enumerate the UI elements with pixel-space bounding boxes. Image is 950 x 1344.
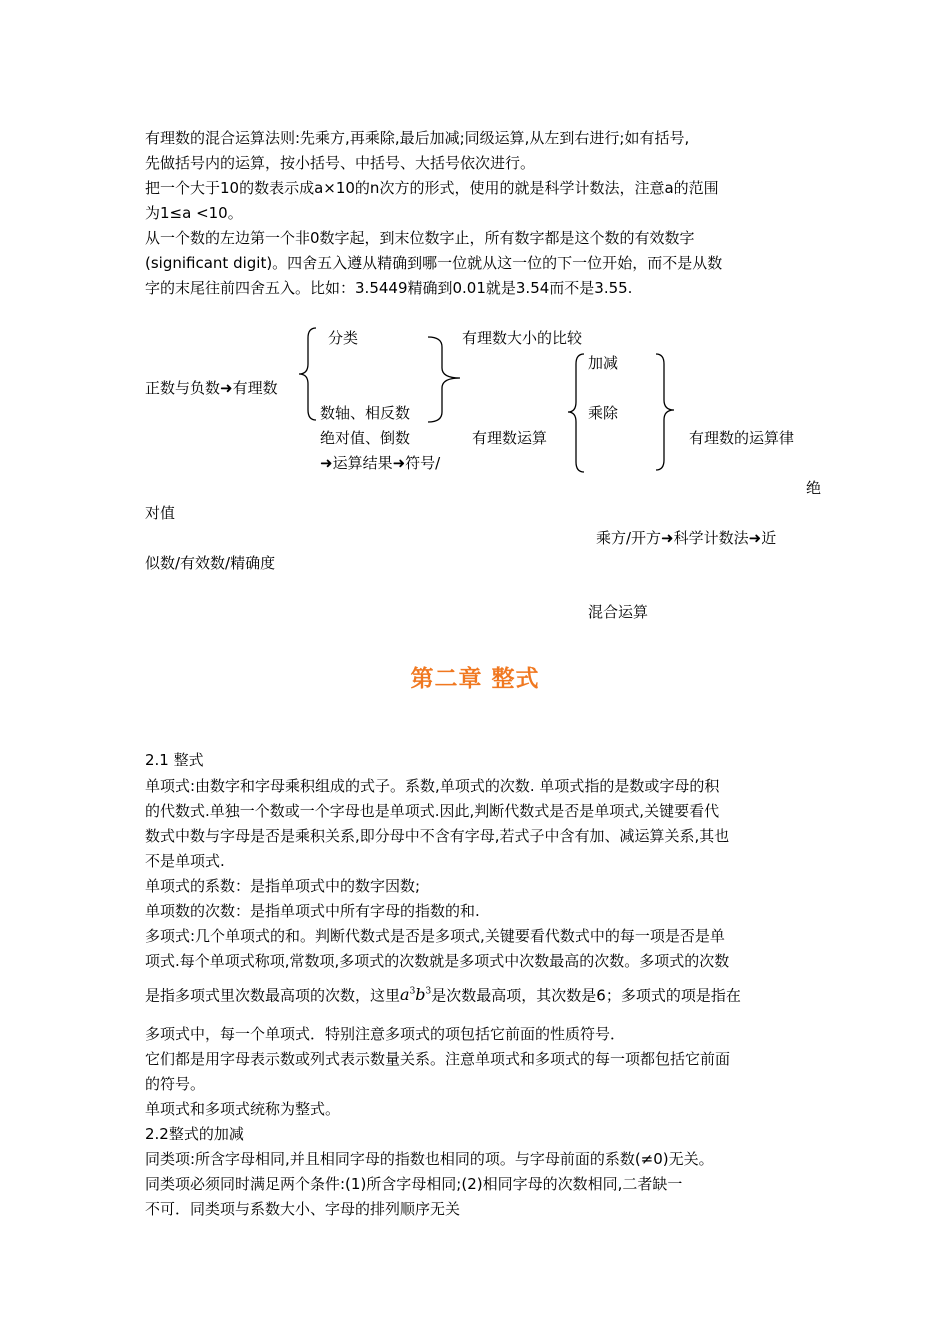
formula-a: a bbox=[400, 985, 410, 1005]
diagram-node-add-sub: 加减 bbox=[588, 354, 619, 372]
formula-a-exp: 3 bbox=[409, 987, 416, 997]
body-line: 它们都是用字母表示数或列式表示数量关系。注意单项式和多项式的每一项都包括它前面 bbox=[145, 1050, 731, 1068]
body-line: 单项数的次数：是指单项式中所有字母的指数的和. bbox=[145, 902, 480, 920]
diagram-node-root: 正数与负数➜有理数 bbox=[145, 379, 278, 397]
body-line: 的代数式.单独一个数或一个字母也是单项式.因此,判断代数式是否是单项式,关键要看代 bbox=[145, 802, 720, 820]
formula-b: b bbox=[415, 985, 426, 1005]
diagram-node-result-sign: ➜运算结果➜符号/ bbox=[320, 454, 441, 472]
body-line: 同类项:所含字母相同,并且相同字母的指数也相同的项。与字母前面的系数(≠0)无关。 bbox=[145, 1150, 714, 1168]
diagram-node-classify: 分类 bbox=[328, 329, 359, 347]
diagram-node-jue: 绝 bbox=[806, 479, 822, 497]
diagram-node-duizhi: 对值 bbox=[145, 504, 176, 522]
body-line: 同类项必须同时满足两个条件:(1)所含字母相同;(2)相同字母的次数相同,二者缺一 bbox=[145, 1175, 683, 1193]
body-text: 是次数最高项，其次数是6；多项式的项是指在 bbox=[431, 986, 741, 1005]
diagram-node-operation: 有理数运算 bbox=[472, 429, 548, 447]
diagram-node-compare: 有理数大小的比较 bbox=[462, 329, 583, 347]
body-line: 数式中数与字母是否是乘积关系,即分母中不含有字母,若式子中含有加、减运算关系,其也 bbox=[145, 827, 730, 845]
intro-line: 为1≤a <10。 bbox=[145, 204, 243, 222]
chapter-title: 第二章 整式 bbox=[410, 666, 540, 692]
body-line bbox=[145, 982, 741, 1005]
diagram-node-mul-div: 乘除 bbox=[588, 404, 619, 422]
middle-brace bbox=[424, 334, 464, 426]
body-line: 多项式:几个单项式的和。判断代数式是否是多项式,关键要看代数式中的每一项是否是单 bbox=[145, 927, 725, 945]
intro-line: (significant digit)。四舍五入遵从精确到哪一位就从这一位的下一位开始，而不是从数 bbox=[145, 254, 723, 272]
diagram-node-approx: 似数/有效数/精确度 bbox=[145, 554, 276, 572]
body-line: 不可．同类项与系数大小、字母的排列顺序无关 bbox=[145, 1200, 461, 1218]
section-heading: 2.1 整式 bbox=[145, 751, 204, 769]
body-text: 是指多项式里次数最高项的次数，这里 bbox=[145, 986, 401, 1005]
formula-b-exp: 3 bbox=[425, 987, 432, 997]
intro-line: 把一个大于10的数表示成a×10的n次方的形式，使用的就是科学计数法，注意a的范围 bbox=[145, 179, 719, 197]
body-line: 单项式:由数字和字母乘积组成的式子。系数,单项式的次数. 单项式指的是数或字母的积 bbox=[145, 777, 720, 795]
body-line: 多项式中，每一个单项式．特别注意多项式的项包括它前面的性质符号． bbox=[145, 1025, 626, 1043]
intro-line: 从一个数的左边第一个非0数字起，到末位数字止，所有数字都是这个数的有效数字 bbox=[145, 229, 695, 247]
intro-line: 字的末尾往前四舍五入。比如：3.5449精确到0.01就是3.54而不是3.55. bbox=[145, 279, 633, 297]
body-line: 项式.每个单项式称项,常数项,多项式的次数就是多项式中次数最高的次数。多项式的次数 bbox=[145, 952, 730, 970]
body-line: 单项式和多项式统称为整式。 bbox=[145, 1100, 341, 1118]
body-line: 单项式的系数：是指单项式中的数字因数; bbox=[145, 877, 421, 895]
diagram-node-abs-recip: 绝对值、倒数 bbox=[320, 429, 411, 447]
formula-a3b3 bbox=[400, 985, 431, 1004]
laws-brace bbox=[654, 352, 676, 472]
diagram-node-numberline: 数轴、相反数 bbox=[320, 404, 411, 422]
diagram-node-power: 乘方/开方➜科学计数法➜近 bbox=[596, 529, 777, 547]
operation-brace bbox=[566, 352, 586, 476]
body-line: 不是单项式. bbox=[145, 852, 225, 870]
section-heading: 2.2整式的加减 bbox=[145, 1125, 244, 1143]
intro-line: 先做括号内的运算，按小括号、中括号、大括号依次进行。 bbox=[145, 154, 536, 172]
intro-line: 有理数的混合运算法则:先乘方,再乘除,最后加减;同级运算,从左到右进行;如有括号, bbox=[145, 129, 690, 147]
body-line: 的符号。 bbox=[145, 1075, 206, 1093]
diagram-node-laws: 有理数的运算律 bbox=[689, 429, 795, 447]
left-brace bbox=[296, 326, 320, 422]
diagram-node-mixed: 混合运算 bbox=[588, 603, 649, 621]
